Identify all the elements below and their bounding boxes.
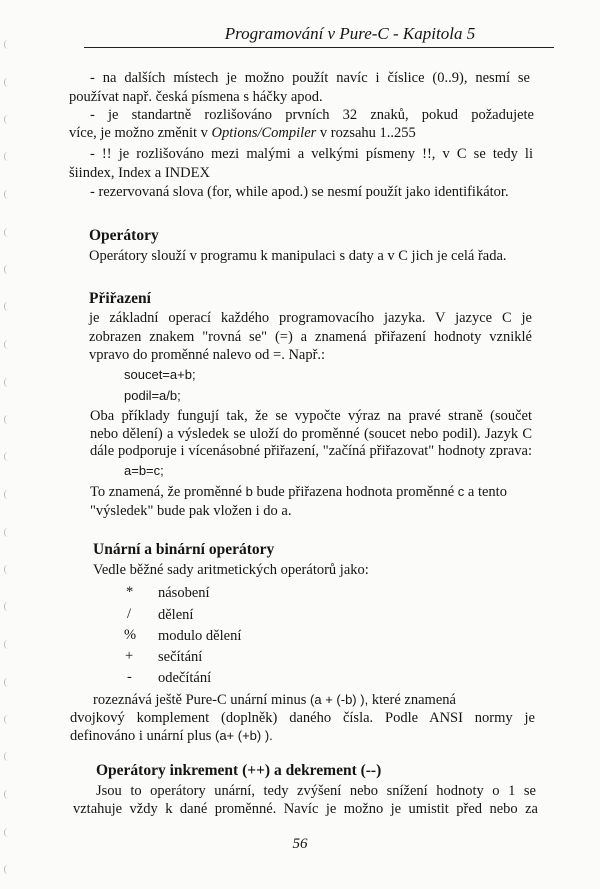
operator-label: modulo dělení [158, 628, 242, 644]
code-example-1: soucet=a+b; [124, 367, 196, 382]
prirazeni-p3-line-2: "výsledek" bude pak vložen i do a. [90, 503, 292, 519]
operator-label: odečítání [158, 670, 212, 686]
prirazeni-p1-line-2: zobrazen znakem "rovná se" (=) a znamená přiřazení hodnoty vzniklé [89, 329, 532, 345]
intro-line-2: používat např. česká písmena s háčky apod. [69, 89, 323, 105]
unarni-intro: Vedle běžné sady aritmetických operátorů jako: [93, 562, 369, 578]
inkrement-line-2: vztahuje vždy k dané proměnné. Navíc je možno je umistit před nebo za [73, 801, 538, 817]
prirazeni-p3-line-1: To znamená, že proměnné b bude přiřazena hodnota proměnné c a tento [90, 484, 507, 500]
operator-symbol: / [127, 606, 132, 622]
intro-line-4: více, je možno změnit v Options/Compiler v rozsahu 1..255 [69, 125, 416, 141]
intro-line-3: - je standartně rozlišováno prvních 32 znaků, pokud požadujete [90, 107, 534, 123]
unarni-p-line-3: definováno i unární plus (a+ (+b) ). [70, 728, 273, 744]
prirazeni-p2-line-2: nebo dělení) a výsledek se uloží do proměnné (soucet nebo podil). Jazyk C [90, 426, 532, 442]
prirazeni-p2-line-3: dále podporuje i vícenásobné přiřazení, "začíná přiřazovat" hodnoty zprava: [90, 443, 532, 459]
unarni-p-line-1: rozeznává ještě Pure-C unární minus (a + (-b) ), které znamená [93, 692, 456, 708]
operator-symbol: * [126, 584, 134, 600]
operator-symbol: % [124, 627, 137, 643]
intro-line-5: - !! je rozlišováno mezi malými a velkými písmeny !!, v C se tedy li [90, 146, 533, 162]
heading-prirazeni: Přiřazení [89, 290, 151, 307]
intro-line-6: šiindex, Index a INDEX [69, 165, 210, 181]
heading-unarni: Unární a binární operátory [93, 541, 275, 558]
operator-label: násobení [158, 585, 210, 601]
running-header: Programování v Pure-C - Kapitola 5 [224, 24, 476, 43]
code-example-2: podil=a/b; [124, 388, 181, 403]
operatory-text: Operátory slouží v programu k manipulaci s daty a v C jich je celá řada. [89, 248, 507, 264]
binding-holes [2, 0, 12, 889]
code-example-3: a=b=c; [124, 463, 164, 478]
unarni-p-line-2: dvojkový komplement (doplněk) daného čísla. Podle ANSI normy je [70, 710, 535, 726]
intro-line-1: - na dalších místech je možno použít navíc i číslice (0..9), nesmí se [90, 70, 530, 86]
operator-symbol: - [127, 669, 132, 685]
operator-label: sečítání [158, 649, 203, 665]
prirazeni-p1-line-3: vpravo do proměnné nalevo od =. Např.: [89, 347, 326, 363]
prirazeni-p2-line-1: Oba příklady fungují tak, že se vypočte výraz na pravé straně (součet [90, 408, 532, 424]
operator-label: dělení [158, 607, 194, 623]
page-number: 56 [292, 836, 308, 852]
inkrement-line-1: Jsou to operátory unární, tedy zvýšení nebo snížení hodnoty o 1 se [96, 783, 536, 799]
prirazeni-p1-line-1: je základní operací každého programovacího jazyka. V jazyce C je [89, 310, 532, 326]
operator-symbol: + [125, 648, 134, 664]
heading-operatory: Operátory [89, 227, 159, 244]
header-rule [84, 47, 554, 48]
heading-inkrement: Operátory inkrement (++) a dekrement (--) [96, 762, 382, 779]
intro-line-7: - rezervovaná slova (for, while apod.) se nesmí použít jako identifikátor. [90, 184, 509, 200]
